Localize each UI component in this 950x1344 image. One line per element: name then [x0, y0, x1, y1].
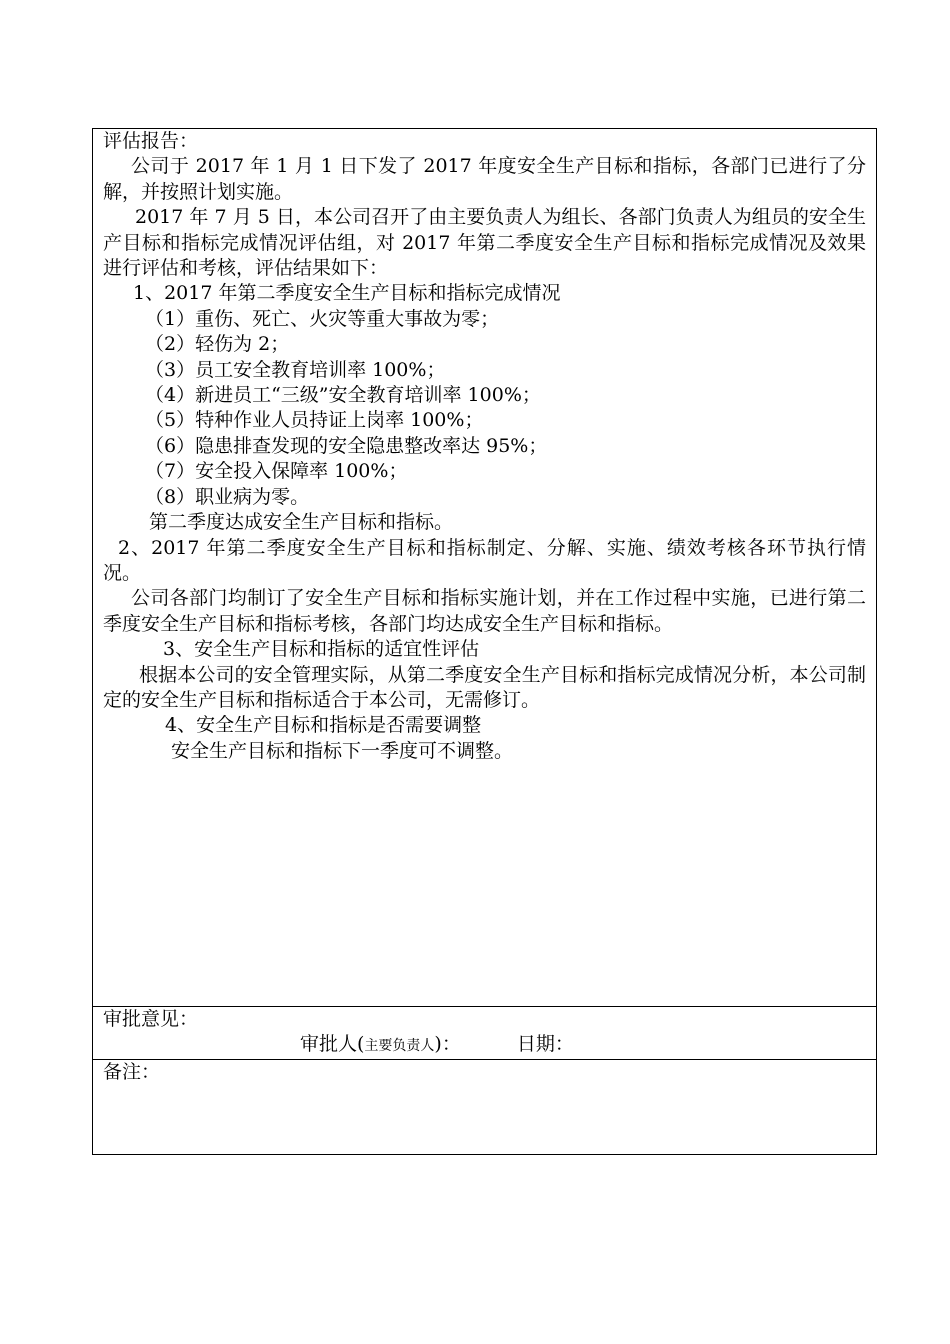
- target-item: （5）特种作业人员持证上岗率 100%；: [145, 409, 484, 432]
- section-4-title: 4、安全生产目标和指标是否需要调整: [165, 714, 482, 737]
- section-2-text: 公司各部门均制订了安全生产目标和指标实施计划，并在工作过程中实施，已进行第二季度安全生产目标和指标考核，各部门均达成安全生产目标和指标。: [103, 587, 866, 635]
- approver-signature-line: [103, 1032, 866, 1059]
- target-item: （1）重伤、死亡、火灾等重大事故为零；: [145, 307, 500, 330]
- report-intro-paragraph-2: 2017 年 7 月 5 日，本公司召开了由主要负责人为组长、各部门负责人为组员的安全生产目标和指标完成情况评估组，对 2017 年第二季度安全生产目标和指标完成情况及效果进行评估和考核，评估结果如下：: [103, 206, 866, 280]
- section-3-title: 3、安全生产目标和指标的适宜性评估: [163, 638, 480, 661]
- evaluation-form: [92, 128, 877, 1155]
- approval-section: [93, 1007, 877, 1060]
- approver-suffix: )：: [434, 1033, 461, 1056]
- target-item: （8）职业病为零。: [145, 485, 310, 508]
- target-item: （2）轻伤为 2；: [145, 333, 290, 356]
- approval-heading: 审批意见：: [103, 1008, 199, 1030]
- remarks-section: [93, 1060, 877, 1155]
- section-3-text: 根据本公司的安全管理实际，从第二季度安全生产目标和指标完成情况分析，本公司制定的安全生产目标和指标适合于本公司，无需修订。: [103, 663, 866, 711]
- approver-role: 主要负责人: [364, 1038, 435, 1055]
- report-section: [93, 129, 877, 1007]
- section-4-text: 安全生产目标和指标下一季度可不调整。: [171, 739, 514, 762]
- section-1-conclusion: 第二季度达成安全生产目标和指标。: [149, 511, 454, 534]
- report-heading: 评估报告：: [103, 130, 199, 152]
- target-item: （3）员工安全教育培训率 100%；: [145, 358, 446, 381]
- approval-date-label: 日期：: [516, 1033, 574, 1056]
- remarks-heading: 备注：: [103, 1061, 161, 1084]
- target-item: （4）新进员工“三级”安全教育培训率 100%；: [145, 384, 541, 407]
- report-intro-paragraph-1: 公司于 2017 年 1 月 1 日下发了 2017 年度安全生产目标和指标，各部门已进行了分解，并按照计划实施。: [103, 155, 866, 203]
- section-2-title: 2、2017 年第二季度安全生产目标和指标制定、分解、实施、绩效考核各环节执行情况。: [103, 536, 866, 584]
- approver-label: 审批人(: [300, 1033, 365, 1056]
- section-1-title: 1、2017 年第二季度安全生产目标和指标完成情况: [133, 282, 561, 305]
- target-item: （7）安全投入保障率 100%；: [145, 460, 408, 483]
- target-item: （6）隐患排查发现的安全隐患整改率达 95%；: [145, 434, 548, 457]
